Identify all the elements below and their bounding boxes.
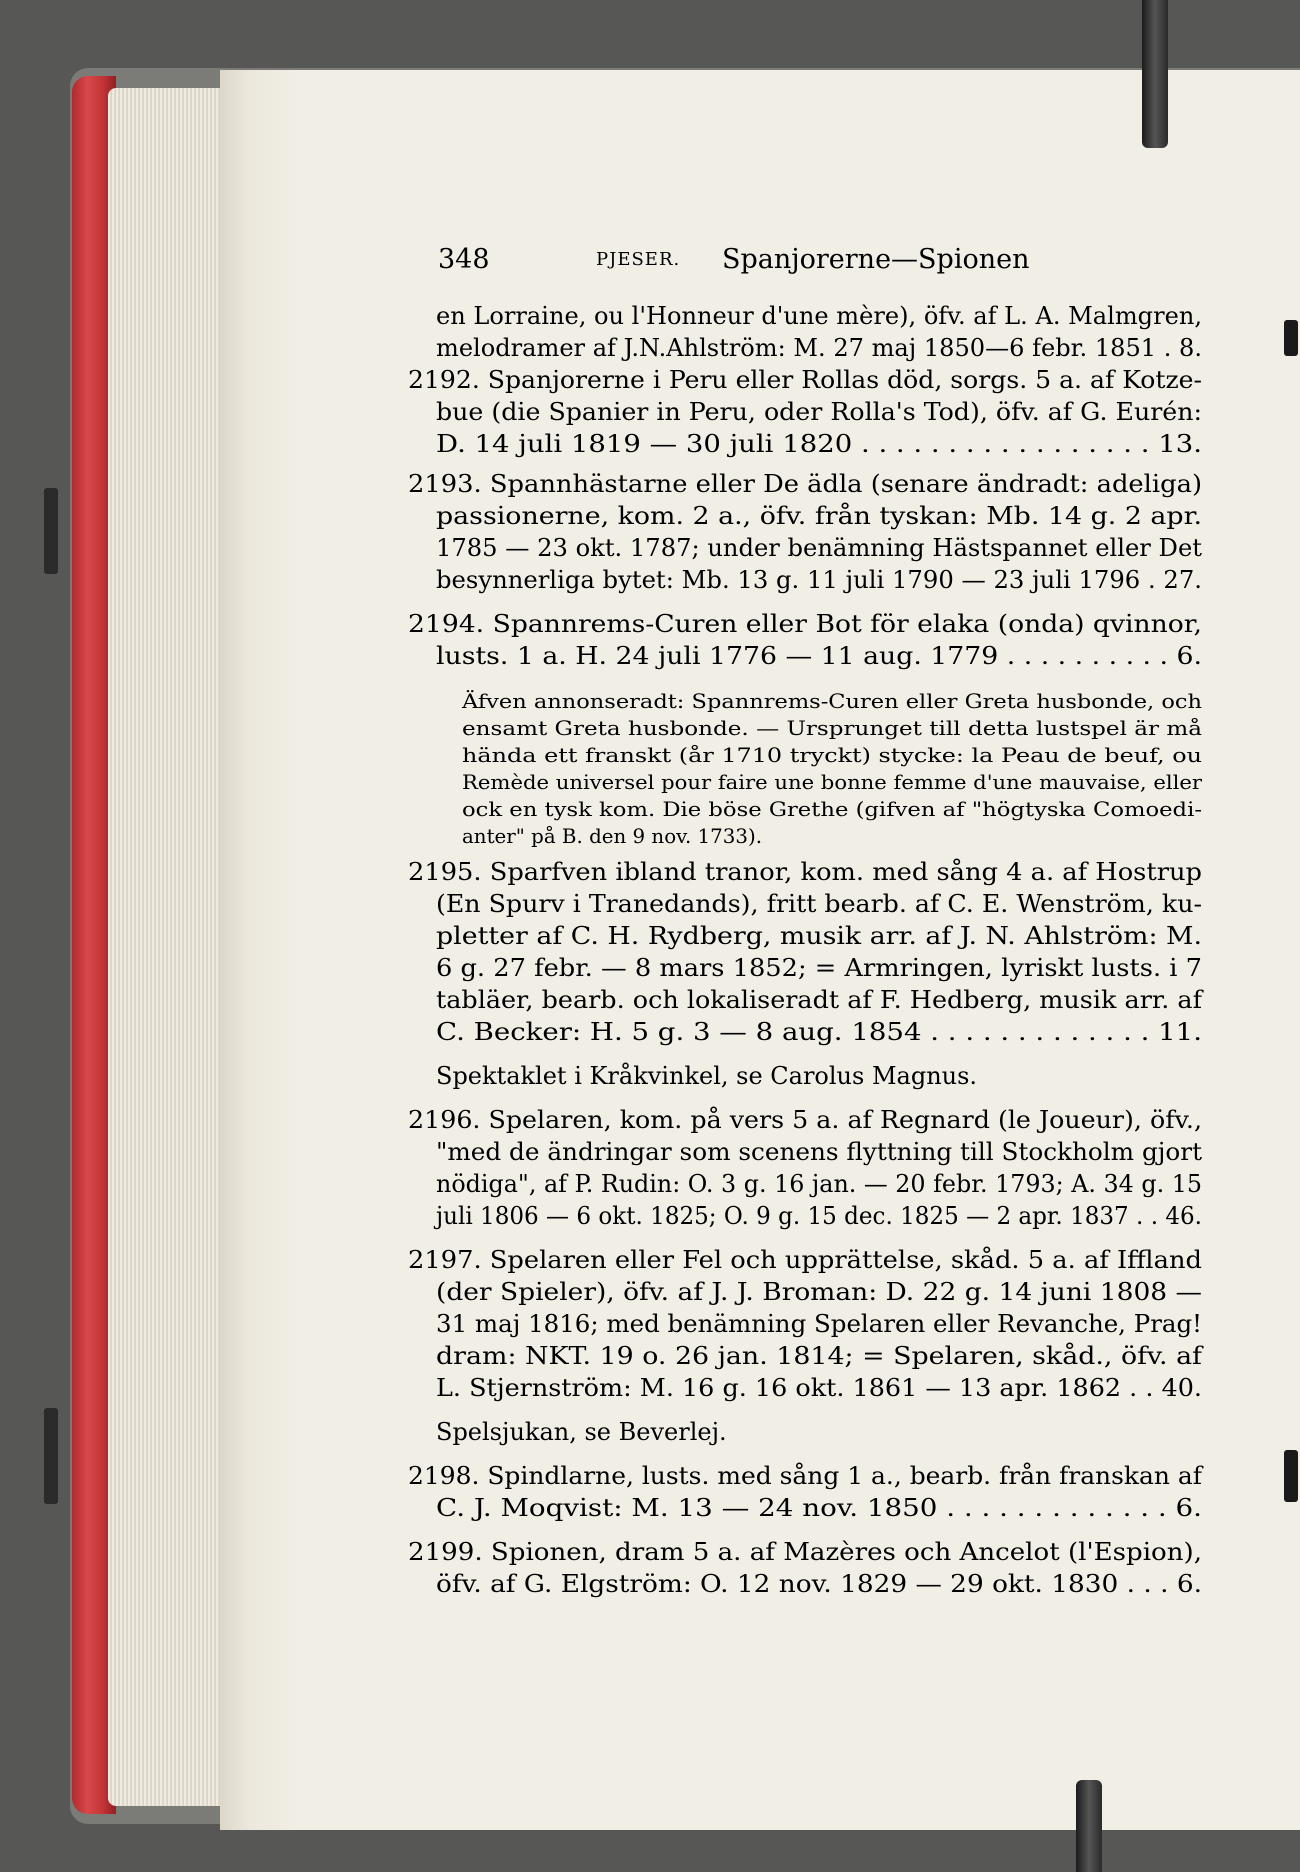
line-text: dram: NKT. 19 o. 26 jan. 1814; = Spelaren, skåd., öfv. af — [436, 1342, 1202, 1370]
text-line — [436, 1492, 1202, 1524]
line-text: 2197. Spelaren eller Fel och upprättelse, skåd. 5 a. af Iffland — [408, 1246, 1202, 1274]
line-text: Spelsjukan, se Beverlej. — [436, 1418, 727, 1446]
text-line — [436, 1340, 1202, 1372]
line-text: en Lorraine, ou l'Honneur d'une mère), öfv. af L. A. Malmgren, — [436, 302, 1202, 330]
text-line — [462, 823, 765, 850]
line-text: 2199. Spionen, dram 5 a. af Mazères och Ancelot (l'Espion), — [408, 1538, 1202, 1566]
line-text: 2193. Spannhästarne eller De ädla (senare ändradt: adeliga) — [408, 470, 1202, 498]
line-text: bue (die Spanier in Peru, oder Rolla's Tod), öfv. af G. Eurén: — [436, 398, 1202, 426]
page-edges — [108, 88, 228, 1806]
line-text: L. Stjernström: M. 16 g. 16 okt. 1861 — 13 apr. 1862 . . 40. — [436, 1374, 1202, 1402]
text-line — [436, 396, 1202, 428]
text-line — [408, 1536, 1202, 1568]
running-header — [438, 240, 1218, 280]
text-line — [408, 468, 1202, 500]
line-text: 1785 — 23 okt. 1787; under benämning Hästspannet eller Det — [436, 534, 1202, 562]
line-text: melodramer af J.N.Ahlström: M. 27 maj 1850—6 febr. 1851 . 8. — [436, 334, 1202, 362]
text-line — [436, 1568, 1202, 1600]
text-line — [462, 796, 1202, 823]
page-clip-left-bottom — [44, 1408, 58, 1504]
text-line — [436, 1200, 1234, 1232]
text-line — [408, 856, 1202, 888]
line-text: ensamt Greta husbonde. — Ursprunget till detta lustspel är må — [462, 716, 1202, 740]
line-text: C. J. Moqvist: M. 13 — 24 nov. 1850 . . . . . . . . . . . . . 6. — [436, 1494, 1202, 1522]
text-line — [436, 640, 1202, 672]
text-line — [436, 984, 1202, 1016]
bookmark-ribbon-bottom — [1076, 1780, 1102, 1872]
text-line — [436, 532, 1202, 564]
line-text: anter" på B. den 9 nov. 1733). — [462, 824, 762, 848]
text-line — [436, 1168, 1209, 1200]
page-title: Spanjorerne—Spionen — [722, 244, 1030, 275]
page-number: 348 — [438, 244, 490, 275]
text-line — [436, 1308, 1202, 1340]
line-text: "med de ändringar som scenens flyttning till Stockholm gjort — [436, 1138, 1202, 1166]
text-line — [462, 688, 1202, 715]
text-line — [436, 1416, 727, 1448]
line-text: 2195. Sparfven ibland tranor, kom. med sång 4 a. af Hostrup — [408, 858, 1202, 886]
line-text: (der Spieler), öfv. af J. J. Broman: D. 22 g. 14 juni 1808 — — [436, 1278, 1202, 1306]
line-text: öfv. af G. Elgström: O. 12 nov. 1829 — 29 okt. 1830 . . . 6. — [436, 1570, 1202, 1598]
line-text: Remède universel pour faire une bonne femme d'une mauvaise, eller — [462, 770, 1202, 794]
text-line — [408, 1460, 1202, 1492]
line-text: Spektaklet i Kråkvinkel, se Carolus Magnus. — [436, 1062, 978, 1090]
line-text: pletter af C. H. Rydberg, musik arr. af J. N. Ahlström: M. — [436, 922, 1202, 950]
text-line — [436, 1372, 1202, 1404]
text-line — [436, 1136, 1202, 1168]
page-clip-right-bottom — [1284, 1450, 1298, 1502]
page-clip-left-top — [44, 488, 58, 574]
line-text: 6 g. 27 febr. — 8 mars 1852; = Armringen, lyriskt lusts. i 7 — [436, 954, 1202, 982]
line-text: juli 1806 — 6 okt. 1825; O. 9 g. 15 dec. 1825 — 2 apr. 1837 . . 46. — [436, 1202, 1202, 1230]
text-line — [436, 952, 1202, 984]
line-text: 2196. Spelaren, kom. på vers 5 a. af Regnard (le Joueur), öfv., — [408, 1106, 1202, 1134]
line-text: C. Becker: H. 5 g. 3 — 8 aug. 1854 . . . . . . . . . . . . . 11. — [436, 1018, 1202, 1046]
line-text: passionerne, kom. 2 a., öfv. från tyskan: Mb. 14 g. 2 apr. — [436, 502, 1202, 530]
line-text: 2192. Spanjorerne i Peru eller Rollas död, sorgs. 5 a. af Kotze- — [408, 366, 1202, 394]
text-line — [436, 300, 1200, 332]
text-line — [408, 1244, 1202, 1276]
text-line — [408, 364, 1202, 396]
text-line — [462, 715, 1202, 742]
text-line — [408, 608, 1202, 640]
line-text: 2198. Spindlarne, lusts. med sång 1 a., bearb. från franskan af — [408, 1462, 1202, 1490]
line-text: ock en tysk kom. Die böse Grethe (gifven af "högtyska Comoedi- — [462, 797, 1202, 821]
text-line — [436, 1016, 1202, 1048]
line-text: 2194. Spannrems-Curen eller Bot för elaka (onda) qvinnor, — [408, 610, 1202, 638]
text-line — [436, 564, 1202, 596]
line-text: lusts. 1 a. H. 24 juli 1776 — 11 aug. 1779 . . . . . . . . . . 6. — [436, 642, 1202, 670]
line-text: D. 14 juli 1819 — 30 juli 1820 . . . . . . . . . . . . . . . . . 13. — [436, 430, 1202, 458]
text-line — [436, 500, 1202, 532]
line-text: Äfven annonseradt: Spannrems-Curen eller Greta husbonde, och — [462, 689, 1202, 713]
text-line — [436, 1060, 977, 1092]
bookmark-ribbon-top — [1142, 0, 1168, 148]
text-line — [408, 1104, 1202, 1136]
line-text: tabläer, bearb. och lokaliseradt af F. Hedberg, musik arr. af — [436, 986, 1202, 1014]
line-text: nödiga", af P. Rudin: O. 3 g. 16 jan. — 20 febr. 1793; A. 34 g. 15 — [436, 1170, 1202, 1198]
text-line — [462, 742, 1202, 769]
section-label: PJESER. — [596, 249, 681, 270]
text-line — [436, 1276, 1202, 1308]
line-text: hända ett franskt (år 1710 tryckt) stycke: la Peau de beuf, ou — [462, 743, 1202, 767]
line-text: 31 maj 1816; med benämning Spelaren eller Revanche, Prag! — [436, 1310, 1202, 1338]
page-clip-right-top — [1284, 320, 1298, 356]
text-line — [462, 769, 1202, 796]
text-line — [436, 888, 1202, 920]
text-line — [436, 428, 1202, 460]
line-text: besynnerliga bytet: Mb. 13 g. 11 juli 1790 — 23 juli 1796 . 27. — [436, 566, 1202, 594]
text-line — [436, 920, 1202, 952]
line-text: (En Spurv i Tranedands), fritt bearb. af C. E. Wenström, ku- — [436, 890, 1202, 918]
text-line — [436, 332, 1200, 364]
